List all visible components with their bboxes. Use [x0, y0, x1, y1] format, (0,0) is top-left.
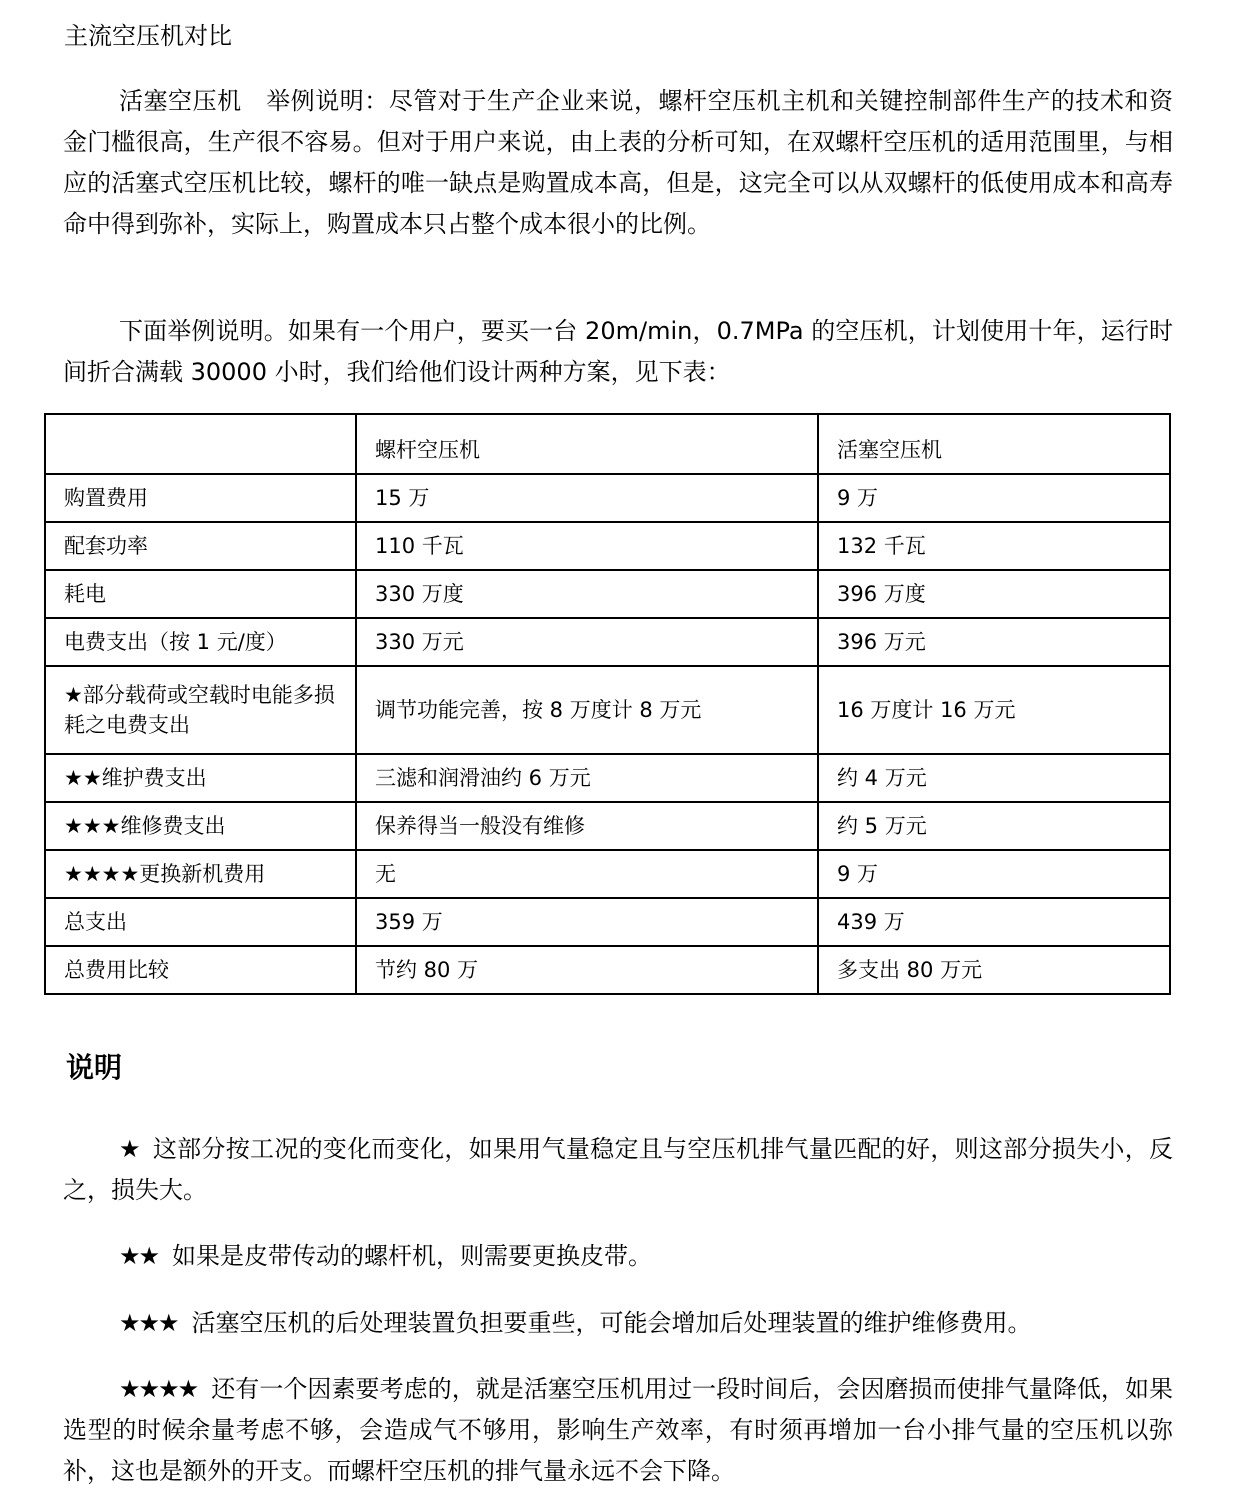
table-cell: 16 万度计 16 万元 — [818, 666, 1170, 754]
table-row — [45, 754, 1170, 802]
note-paragraph — [63, 1303, 1173, 1344]
table-cell: 电费支出（按 1 元/度） — [45, 618, 356, 666]
star-icon: ★★★ — [119, 1309, 178, 1337]
table-cell: 约 5 万元 — [818, 802, 1170, 850]
table-row — [45, 946, 1170, 994]
table-cell: 110 千瓦 — [356, 522, 818, 570]
table-row — [45, 898, 1170, 946]
table-cell: 132 千瓦 — [818, 522, 1170, 570]
table-row — [45, 522, 1170, 570]
table-cell: 396 万元 — [818, 618, 1170, 666]
table-cell: 330 万度 — [356, 570, 818, 618]
example-paragraph: 下面举例说明。如果有一个用户，要买一台 20m/min，0.7MPa 的空压机，计划使用十年，运行时间折合满载 30000 小时，我们给他们设计两种方案，见下表： — [63, 317, 1173, 386]
table-header-cell: 活塞空压机 — [818, 414, 1170, 474]
table-cell: 439 万 — [818, 898, 1170, 946]
table-row — [45, 802, 1170, 850]
note-text: 活塞空压机的后处理装置负担要重些，可能会增加后处理装置的维护维修费用。 — [191, 1309, 1032, 1337]
table-header-cell: 螺杆空压机 — [356, 414, 818, 474]
note-paragraph — [63, 1129, 1173, 1211]
notes-heading: 说明 — [66, 1051, 123, 1084]
table-cell: 配套功率 — [45, 522, 356, 570]
table-row — [45, 570, 1170, 618]
table-cell: 约 4 万元 — [818, 754, 1170, 802]
table-cell: 359 万 — [356, 898, 818, 946]
comparison-table — [44, 413, 1171, 995]
table-cell: 9 万 — [818, 474, 1170, 522]
star-icon: ★★ — [119, 1242, 159, 1270]
note-text: 如果是皮带传动的螺杆机，则需要更换皮带。 — [172, 1242, 653, 1270]
table-row — [45, 850, 1170, 898]
star-icon: ★★★★ — [119, 1375, 198, 1403]
table-cell: 耗电 — [45, 570, 356, 618]
table-cell: ★部分载荷或空载时电能多损耗之电费支出 — [45, 666, 356, 754]
note-paragraph — [63, 1236, 1173, 1277]
note-text: 这部分按工况的变化而变化，如果用气量稳定且与空压机排气量匹配的好，则这部分损失小，反之，损失大。 — [63, 1135, 1174, 1204]
table-cell: 9 万 — [818, 850, 1170, 898]
table-cell: 总支出 — [45, 898, 356, 946]
table-row — [45, 666, 1170, 754]
note-paragraph — [63, 1369, 1173, 1492]
table-cell: ★★★★更换新机费用 — [45, 850, 356, 898]
table-cell: 无 — [356, 850, 818, 898]
star-icon: ★ — [119, 1135, 139, 1163]
table-cell: 多支出 80 万元 — [818, 946, 1170, 994]
table-header-cell — [45, 414, 356, 474]
document-title: 主流空压机对比 — [64, 22, 232, 50]
table-cell: 调节功能完善，按 8 万度计 8 万元 — [356, 666, 818, 754]
table-cell: 15 万 — [356, 474, 818, 522]
table-cell: 保养得当一般没有维修 — [356, 802, 818, 850]
table-cell: 396 万度 — [818, 570, 1170, 618]
table-cell: 节约 80 万 — [356, 946, 818, 994]
table-cell: 购置费用 — [45, 474, 356, 522]
table-cell: 330 万元 — [356, 618, 818, 666]
table-cell: ★★★维修费支出 — [45, 802, 356, 850]
table-header-row — [45, 414, 1170, 474]
table-row — [45, 618, 1170, 666]
table-cell: 三滤和润滑油约 6 万元 — [356, 754, 818, 802]
intro-paragraph: 活塞空压机 举例说明：尽管对于生产企业来说，螺杆空压机主机和关键控制部件生产的技术和资金门槛很高，生产很不容易。但对于用户来说，由上表的分析可知，在双螺杆空压机的适用范围里，与相应的活塞式空压机比较，螺杆的唯一缺点是购置成本高，但是，这完全可以从双螺杆的低使用成本和高寿命中得到弥补，实际上，购置成本只占整个成本很小的比例。 — [63, 87, 1173, 238]
table-row — [45, 474, 1170, 522]
table-cell: ★★维护费支出 — [45, 754, 356, 802]
note-text: 还有一个因素要考虑的，就是活塞空压机用过一段时间后，会因磨损而使排气量降低，如果选型的时候余量考虑不够，会造成气不够用，影响生产效率，有时须再增加一台小排气量的空压机以弥补，这也是额外的开支。而螺杆空压机的排气量永远不会下降。 — [63, 1375, 1174, 1485]
table-cell: 总费用比较 — [45, 946, 356, 994]
